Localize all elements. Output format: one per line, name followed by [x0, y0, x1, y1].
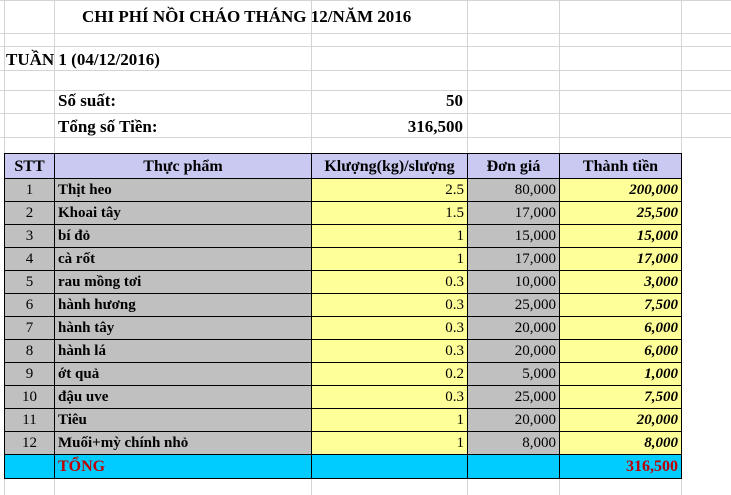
- cell-stt[interactable]: 10: [5, 386, 55, 409]
- cell-unit-price[interactable]: 25,000: [468, 386, 560, 409]
- total-row: [5, 455, 682, 479]
- cell-amount[interactable]: 15,000: [560, 225, 682, 248]
- cell-unit-price[interactable]: 8,000: [468, 432, 560, 455]
- cell-quantity[interactable]: 0.3: [312, 340, 468, 363]
- header-unit-price[interactable]: Đơn giá: [468, 154, 560, 179]
- table-row: [5, 363, 682, 386]
- cell-quantity[interactable]: 0.3: [312, 386, 468, 409]
- table-row: [5, 409, 682, 432]
- cell-food[interactable]: Thịt heo: [55, 179, 312, 202]
- cell-unit-price[interactable]: 20,000: [468, 317, 560, 340]
- cell-food[interactable]: Muối+mỳ chính nhỏ: [55, 432, 312, 455]
- total-money-label: Tổng số Tiền:: [58, 117, 158, 136]
- cell-stt[interactable]: 2: [5, 202, 55, 225]
- cell-quantity[interactable]: 1: [312, 409, 468, 432]
- cell-stt[interactable]: 1: [5, 179, 55, 202]
- cell-food[interactable]: hành tây: [55, 317, 312, 340]
- cell-food[interactable]: hành hương: [55, 294, 312, 317]
- cell-amount[interactable]: 20,000: [560, 409, 682, 432]
- cell-stt[interactable]: 11: [5, 409, 55, 432]
- cell-stt[interactable]: 9: [5, 363, 55, 386]
- cell-unit-price[interactable]: 20,000: [468, 340, 560, 363]
- cell-amount[interactable]: 7,500: [560, 294, 682, 317]
- expense-table: [4, 153, 682, 479]
- cell-food[interactable]: Khoai tây: [55, 202, 312, 225]
- cell-total-blank[interactable]: [5, 455, 55, 479]
- cell-stt[interactable]: 4: [5, 248, 55, 271]
- cell-amount[interactable]: 17,000: [560, 248, 682, 271]
- cell-quantity[interactable]: 1: [312, 248, 468, 271]
- page-title: CHI PHÍ NỒI CHÁO THÁNG 12/NĂM 2016: [82, 7, 412, 26]
- cell-unit-price[interactable]: 25,000: [468, 294, 560, 317]
- cell-quantity[interactable]: 1: [312, 432, 468, 455]
- cell-amount[interactable]: 6,000: [560, 340, 682, 363]
- cell-food[interactable]: rau mồng tơi: [55, 271, 312, 294]
- table-row: [5, 432, 682, 455]
- cell-amount[interactable]: 7,500: [560, 386, 682, 409]
- cell-unit-price[interactable]: 17,000: [468, 248, 560, 271]
- cell-unit-price[interactable]: 17,000: [468, 202, 560, 225]
- cell-quantity[interactable]: 1: [312, 225, 468, 248]
- cell-quantity[interactable]: 0.3: [312, 317, 468, 340]
- cell-food[interactable]: đậu uve: [55, 386, 312, 409]
- cell-food[interactable]: Tiêu: [55, 409, 312, 432]
- cell-quantity[interactable]: 0.2: [312, 363, 468, 386]
- cell-food[interactable]: cà rốt: [55, 248, 312, 271]
- table-row: [5, 202, 682, 225]
- cell-unit-price[interactable]: 5,000: [468, 363, 560, 386]
- cell-stt[interactable]: 8: [5, 340, 55, 363]
- cell-quantity[interactable]: 2.5: [312, 179, 468, 202]
- cell-quantity[interactable]: 0.3: [312, 294, 468, 317]
- cell-unit-price[interactable]: 80,000: [468, 179, 560, 202]
- table-row: [5, 225, 682, 248]
- cell-food[interactable]: hành lá: [55, 340, 312, 363]
- cell-amount[interactable]: 8,000: [560, 432, 682, 455]
- total-amount[interactable]: 316,500: [560, 455, 682, 479]
- week-label: TUẦN 1 (04/12/2016): [6, 50, 160, 69]
- servings-label: Số suất:: [58, 91, 117, 110]
- cell-stt[interactable]: 12: [5, 432, 55, 455]
- table-row: [5, 294, 682, 317]
- header-food[interactable]: Thực phẩm: [55, 154, 312, 179]
- cell-amount[interactable]: 25,500: [560, 202, 682, 225]
- cell-quantity[interactable]: 0.3: [312, 271, 468, 294]
- table-row: [5, 179, 682, 202]
- table-row: [5, 271, 682, 294]
- header-quantity[interactable]: Klượng(kg)/slượng: [312, 154, 468, 179]
- total-money-value: 316,500: [407, 117, 463, 136]
- cell-amount[interactable]: 200,000: [560, 179, 682, 202]
- servings-value: 50: [446, 91, 463, 110]
- table-row: [5, 340, 682, 363]
- cell-unit-price[interactable]: 15,000: [468, 225, 560, 248]
- cell-food[interactable]: bí đỏ: [55, 225, 312, 248]
- table-row: [5, 248, 682, 271]
- header-stt[interactable]: STT: [5, 154, 55, 179]
- cell-unit-price[interactable]: 10,000: [468, 271, 560, 294]
- cell-stt[interactable]: 5: [5, 271, 55, 294]
- cell-total-blank[interactable]: [468, 455, 560, 479]
- cell-amount[interactable]: 3,000: [560, 271, 682, 294]
- total-label[interactable]: TỔNG: [55, 455, 312, 479]
- cell-stt[interactable]: 6: [5, 294, 55, 317]
- table-body: [5, 179, 682, 479]
- table-row: [5, 317, 682, 340]
- table-header-row: [5, 154, 682, 179]
- cell-quantity[interactable]: 1.5: [312, 202, 468, 225]
- cell-stt[interactable]: 3: [5, 225, 55, 248]
- cell-stt[interactable]: 7: [5, 317, 55, 340]
- cell-food[interactable]: ớt quả: [55, 363, 312, 386]
- cell-total-blank[interactable]: [312, 455, 468, 479]
- table-row: [5, 386, 682, 409]
- cell-amount[interactable]: 6,000: [560, 317, 682, 340]
- cell-unit-price[interactable]: 20,000: [468, 409, 560, 432]
- cell-amount[interactable]: 1,000: [560, 363, 682, 386]
- header-amount[interactable]: Thành tiền: [560, 154, 682, 179]
